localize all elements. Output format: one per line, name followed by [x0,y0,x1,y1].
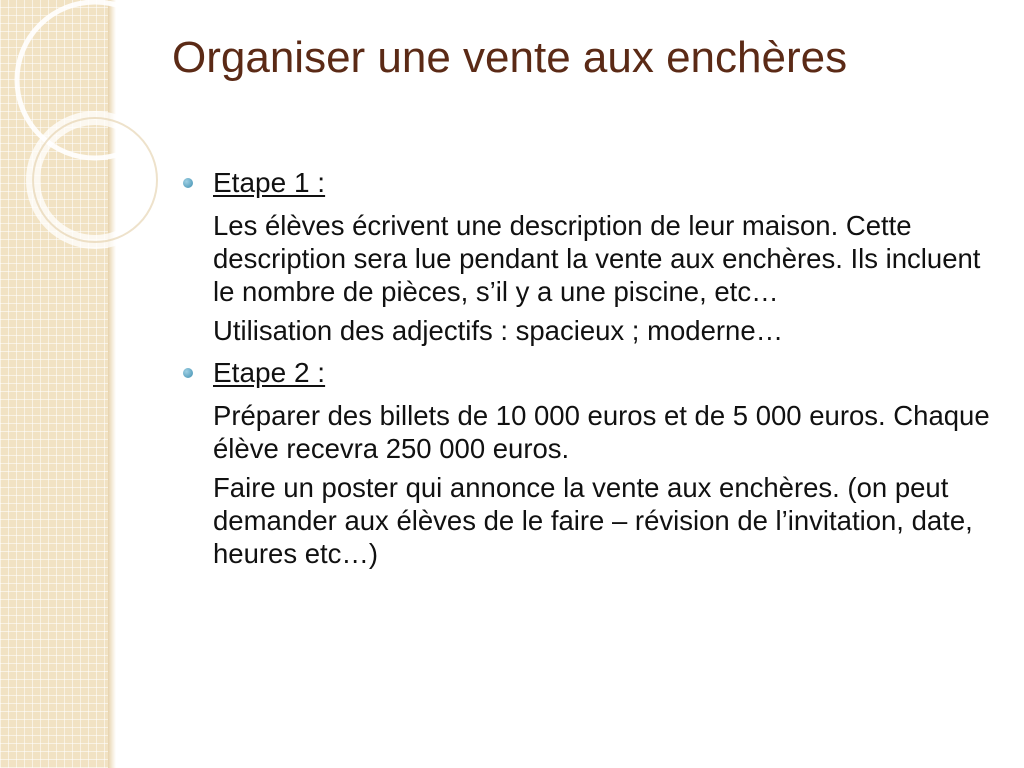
bullet-icon [183,368,193,378]
decorative-rings [0,0,200,260]
step-2-paragraph-2: Faire un poster qui annonce la vente aux enchères. (on peut demander aux élèves de le faire – révision de l’invitation, date, heures etc…) [213,472,973,569]
step-2-item [180,353,1000,570]
step-1-paragraph-2: Utilisation des adjectifs : spacieux ; moderne… [213,315,784,346]
step-1-label: Etape 1 : [213,167,326,198]
slide-title: Organiser une vente aux enchères [172,33,848,82]
slide-content [180,163,1000,576]
step-2-paragraph-1: Préparer des billets de 10 000 euros et de 5 000 euros. Chaque élève recevra 250 000 euros. [213,400,990,464]
step-1-item [180,163,1000,347]
step-1-paragraph-1: Les élèves écrivent une description de leur maison. Cette description sera lue pendant la vente aux enchères. Ils incluent le nombre de pièces, s’il y a une piscine, etc… [213,210,981,307]
bullet-icon [183,178,193,188]
step-2-label: Etape 2 : [213,357,326,388]
